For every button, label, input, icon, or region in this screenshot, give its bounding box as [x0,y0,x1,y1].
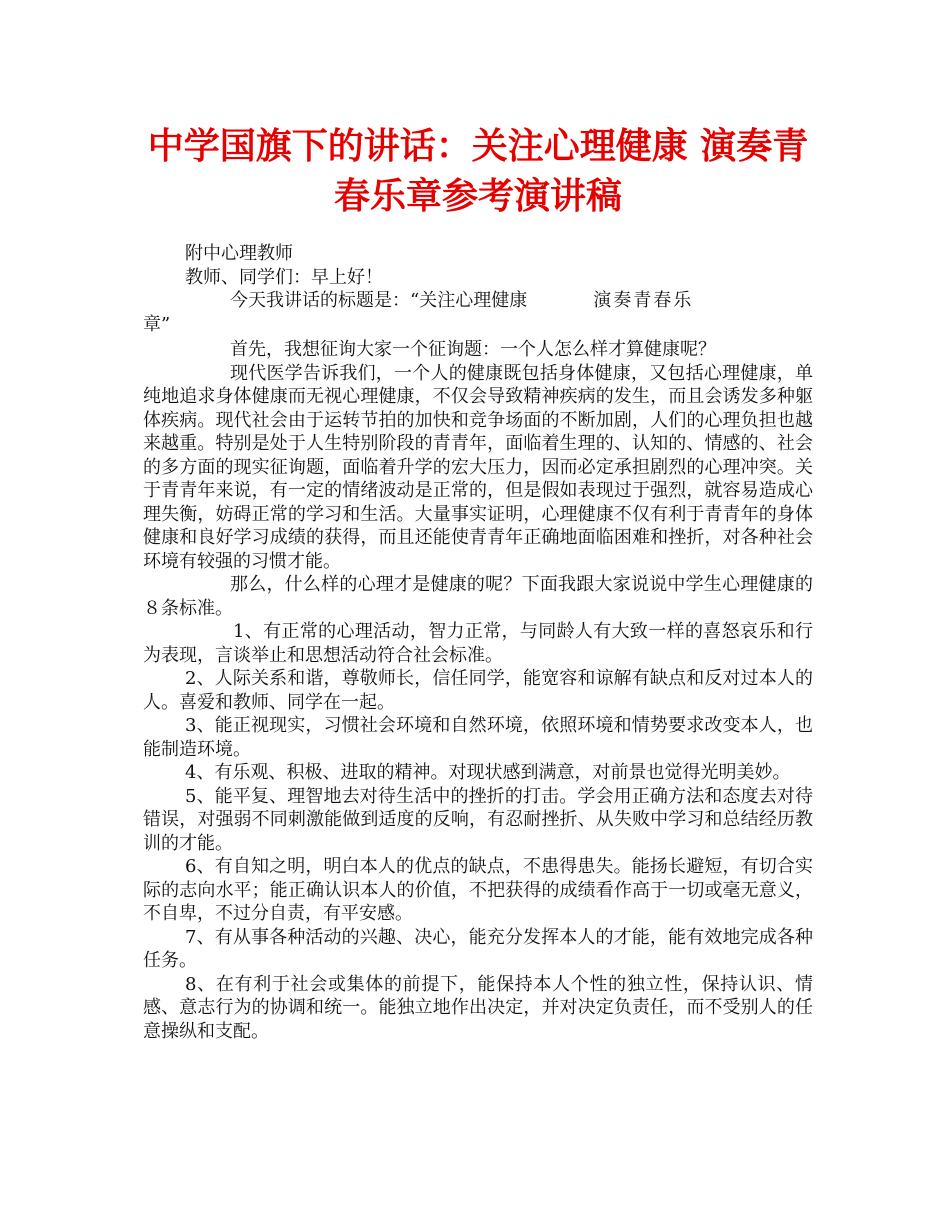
list-item: 7、有从事各种活动的兴趣、决心，能充分发挥本人的才能，能有效地完成各种任务。 [143,926,813,971]
list-item: 8、在有利于社会或集体的前提下，能保持本人个性的独立性，保持认识、情感、意志行为的协调和统一。能独立地作出决定，并对决定负责任，而不受别人的任意操纵和支配。 [143,973,813,1042]
list-item: 5、能平复、理智地去对待生活中的挫折的打击。学会用正确方法和态度去对待错误，对强弱不同刺激能做到适度的反响，有忍耐挫折、从失败中学习和总结经历教训的才能。 [143,785,813,854]
speech-title-line [143,289,813,313]
paragraph-modern-medicine: 现代医学告诉我们，一个人的健康既包括身体健康，又包括心理健康，单纯地追求身体健康而无视心理健康，不仅会导致精神疾病的发生，而且会诱发多种躯体疾病。现代社会由于运转节拍的加快和竞争场面的不断加剧，人们的心理负担也越来越重。特别是处于人生特别阶段的青青年，面临着生理的、认知的、情感的、社会的多方面的现实征询题，面临着升学的宏大压力，因而必定承担剧烈的心理冲突。关于青青年来说，有一定的情绪波动是正常的，但是假如表现过于强烈，就容易造成心理失衡，妨碍正常的学习和生活。大量事实证明，心理健康不仅有利于青青年的身体健康和良好学习成绩的获得，而且还能使青青年正确地面临困难和挫折，对各种社会环境有较强的习惯才能。 [143,362,813,572]
question-paragraph: 首先，我想征询大家一个征询题：一个人怎么样才算健康呢？ [230,339,716,360]
list-item: 1、有正常的心理活动，智力正常，与同龄人有大致一样的喜怒哀乐和行为表现，言谈举止和思想活动符合社会标准。 [143,621,813,666]
list-item: 4、有乐观、积极、进取的精神。对现状感到满意，对前景也觉得光明美妙。 [185,762,791,783]
byline: 附中心理教师 [185,243,293,264]
speech-title-part-a: 今天我讲话的标题是：“关注心理健康 [230,290,528,311]
title-line-1: 中学国旗下的讲话：关注心理健康 演奏青 [147,126,809,167]
speech-title-end: 章” [143,313,171,335]
document-page [143,122,813,1043]
paragraph-standards-intro: 那么，什么样的心理才是健康的呢？下面我跟大家说说中学生心理健康的８条标准。 [143,574,813,619]
document-body [143,242,813,1043]
title-line-2: 春乐章参考演讲稿 [333,176,622,217]
document-title [143,122,813,222]
speech-title-part-b: 演奏青春乐 [593,290,694,311]
list-item: 2、人际关系和谐，尊敬师长，信任同学，能宽容和谅解有缺点和反对过本人的人。喜爱和教师、同学在一起。 [143,668,813,713]
list-item: 3、能正视现实，习惯社会环境和自然环境，依照环境和情势要求改变本人，也能制造环境。 [143,715,813,760]
greeting: 教师、同学们：早上好！ [185,266,383,288]
list-item: 6、有自知之明，明白本人的优点的缺点，不患得患失。能扬长避短，有切合实际的志向水平；能正确认识本人的价值，不把获得的成绩看作高于一切或毫无意义，不自卑，不过分自责，有平安感。 [143,856,813,924]
